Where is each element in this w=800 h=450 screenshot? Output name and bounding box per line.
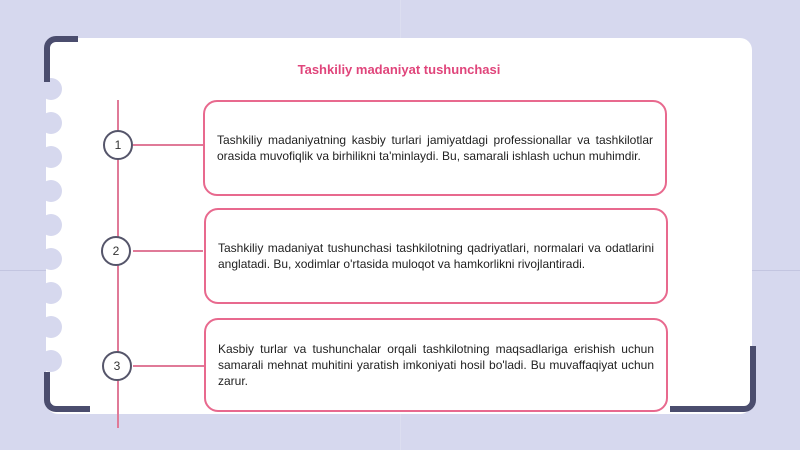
step-2-node: 2 bbox=[101, 236, 131, 266]
step-3-text: Kasbiy turlar va tushunchalar orqali tashkilotning maqsadlariga erishish uchun samarali mehnat muhitini yaratish imkoniyati hosil bo'ladi. Bu muvaffaqiyat uchun zarur. bbox=[218, 342, 654, 388]
notebook-hole bbox=[40, 350, 62, 372]
notebook-hole bbox=[40, 146, 62, 168]
step-3-node: 3 bbox=[102, 351, 132, 381]
corner-bracket-bottom-left bbox=[44, 372, 90, 412]
step-2-text: Tashkiliy madaniyat tushunchasi tashkilotning qadriyatlari, normalari va odatlarini anglatadi. Bu, xodimlar o'rtasida muloqot va hamkorlikni rivojlantiradi. bbox=[218, 241, 654, 271]
notebook-hole bbox=[40, 214, 62, 236]
step-2-connector bbox=[133, 250, 203, 252]
step-3-connector bbox=[133, 365, 205, 367]
step-2-box bbox=[204, 208, 668, 304]
notebook-hole bbox=[40, 316, 62, 338]
corner-bracket-bottom-right bbox=[670, 346, 756, 412]
step-1-text: Tashkiliy madaniyatning kasbiy turlari jamiyatdagi professionallar va tashkilotlar orasida muvofiqlik va birhilikni ta'minlaydi. Bu, samarali ishlash uchun muhimdir. bbox=[217, 133, 653, 163]
step-1-node: 1 bbox=[103, 130, 133, 160]
step-1-connector bbox=[133, 144, 203, 146]
step-3-box bbox=[204, 318, 668, 412]
step-1-box bbox=[203, 100, 667, 196]
notebook-hole bbox=[40, 248, 62, 270]
notebook-hole bbox=[40, 112, 62, 134]
notebook-hole bbox=[40, 282, 62, 304]
diagram-title: Tashkiliy madaniyat tushunchasi bbox=[297, 62, 501, 77]
notebook-hole bbox=[40, 180, 62, 202]
